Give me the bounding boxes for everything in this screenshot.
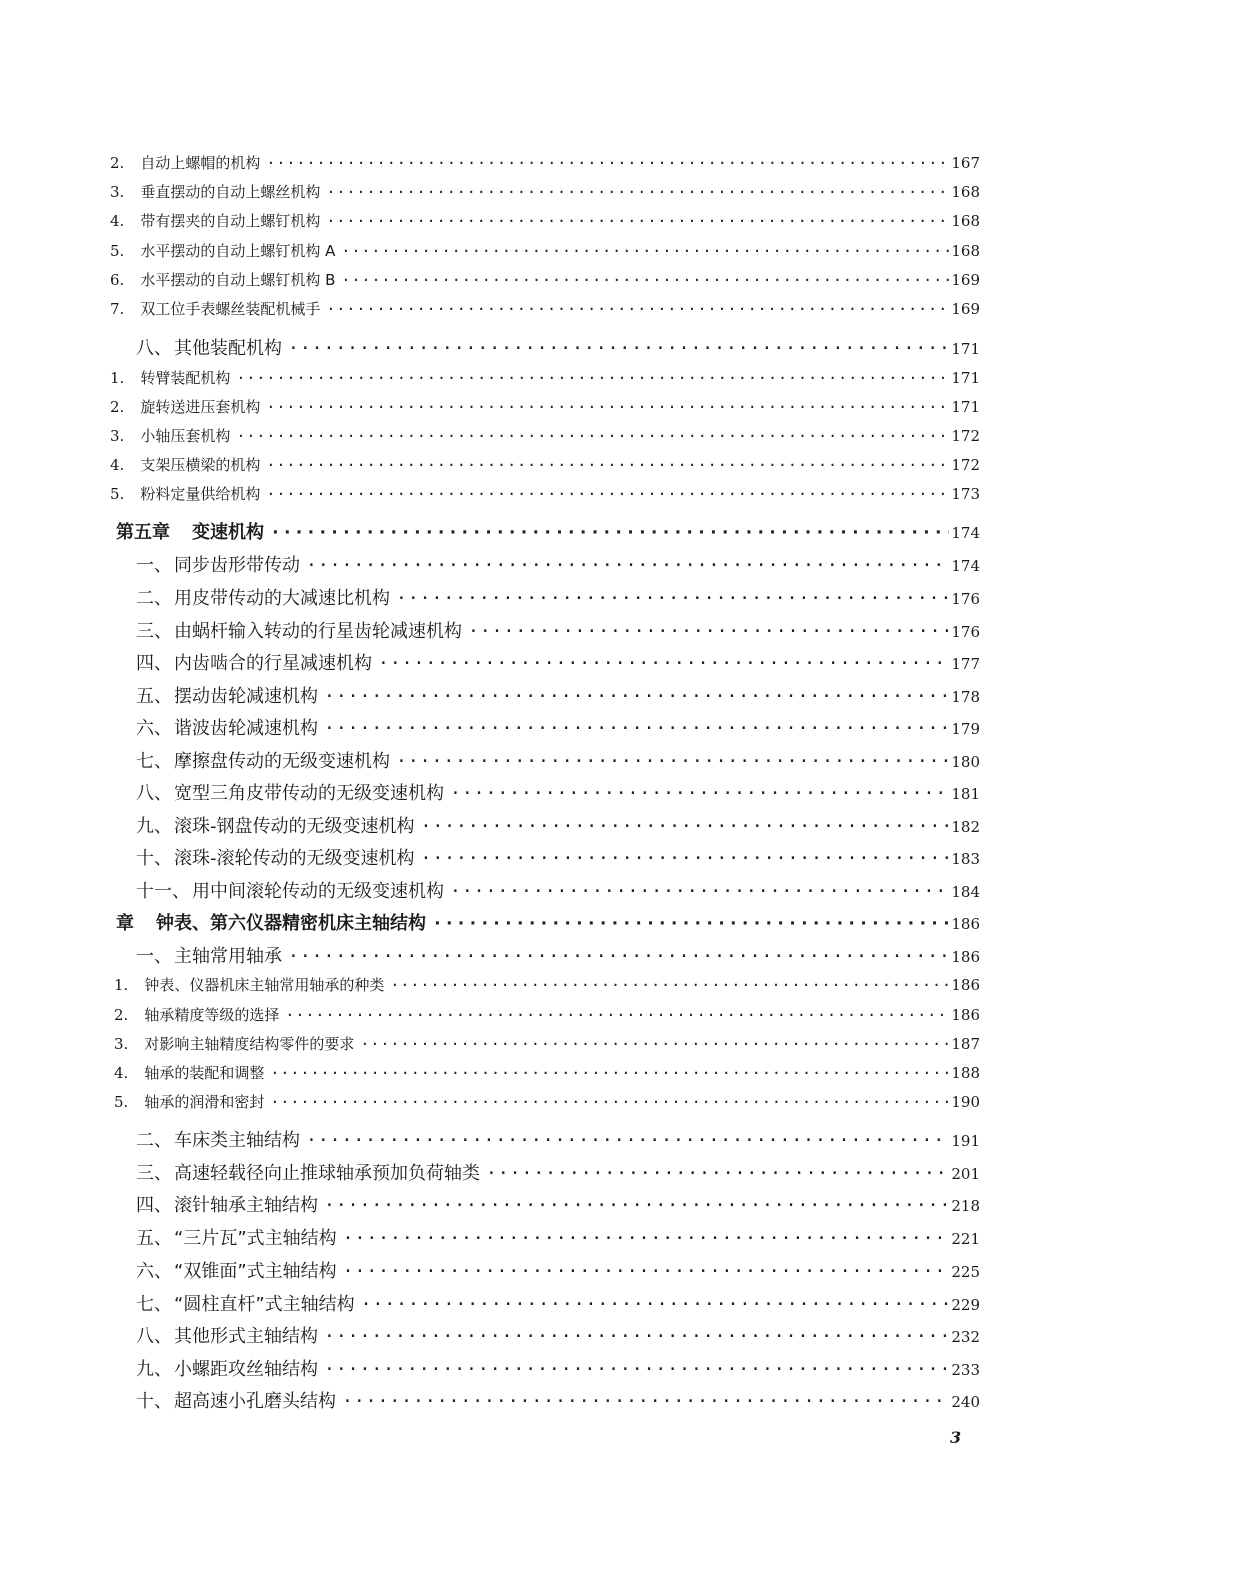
toc-section: [136, 779, 980, 805]
toc-section: [136, 584, 980, 610]
toc-entry-number: 5.: [110, 485, 125, 503]
toc-section: [136, 812, 980, 838]
toc-entry-page: 168: [951, 242, 980, 260]
toc-entry-title: “三片瓦”式主轴结构: [174, 1228, 337, 1249]
toc-entry-number: 七、: [136, 751, 172, 772]
dot-leader: [360, 1035, 949, 1053]
toc-section: [136, 714, 980, 740]
toc-section: [136, 617, 980, 643]
toc-entry-number: 八、: [136, 1326, 172, 1347]
toc-entry-title: 摆动齿轮减速机构: [174, 686, 318, 707]
toc-entry-page: 176: [951, 623, 980, 641]
toc-chapter-title: 钟表、第六仪器精密机床主轴结构: [156, 913, 426, 934]
toc-section: [136, 1257, 980, 1283]
toc-entry-number: 4.: [114, 1064, 129, 1082]
toc-entry-title: “双锥面”式主轴结构: [174, 1261, 337, 1282]
toc-entry-page: 181: [951, 785, 980, 803]
toc-entry: [110, 240, 980, 261]
toc-entry-number: 五、: [136, 1228, 172, 1249]
toc-entry-title: 摩擦盘传动的无级变速机构: [174, 751, 390, 772]
toc-entry-page: 177: [951, 655, 980, 673]
toc-entry-title: 水平摆动的自动上螺钉机构 A: [140, 242, 336, 260]
dot-leader: [266, 154, 949, 172]
toc-entry-title: 滚珠-滚轮传动的无级变速机构: [174, 848, 415, 869]
toc-entry-page: 187: [951, 1035, 980, 1053]
toc-chapter-number: 章: [116, 913, 134, 934]
toc-entry-number: 3.: [110, 183, 125, 201]
toc-entry-title: 粉料定量供给机构: [140, 485, 261, 503]
toc-section: [136, 1290, 980, 1316]
toc-entry-number: 2.: [110, 154, 125, 172]
toc-entry-number: 3.: [110, 427, 125, 445]
toc-chapter: [116, 518, 980, 544]
toc-entry-page: 218: [951, 1197, 980, 1215]
toc-entry: [114, 974, 980, 995]
toc-section: [136, 877, 980, 903]
toc-entry-title: 主轴常用轴承: [174, 946, 282, 967]
dot-leader: [390, 976, 949, 994]
dot-leader: [306, 1130, 949, 1151]
toc-entry-number: 一、: [136, 946, 172, 967]
dot-leader: [396, 588, 949, 609]
toc-entry-title: 由蜗杆输入转动的行星齿轮减速机构: [174, 621, 462, 642]
dot-leader: [468, 621, 949, 642]
toc-entry-number: 4.: [110, 212, 125, 230]
toc-entry-number: 3.: [114, 1035, 129, 1053]
toc-entry-number: 九、: [136, 1359, 172, 1380]
toc-entry-title: 钟表、仪器机床主轴常用轴承的种类: [144, 976, 385, 994]
dot-leader: [266, 456, 949, 474]
toc-entry-page: 173: [951, 485, 980, 503]
toc-entry-page: 221: [951, 1230, 980, 1248]
toc-entry-title: 旋转送进压套机构: [140, 398, 261, 416]
toc-entry-page: 182: [951, 818, 980, 836]
toc-entry: [114, 1004, 980, 1025]
dot-leader: [266, 398, 949, 416]
toc-entry-number: 四、: [136, 1195, 172, 1216]
toc-section: [136, 1191, 980, 1217]
toc-entry: [110, 152, 980, 173]
toc-entry: [110, 454, 980, 475]
toc-entry-title: 轴承的装配和调整: [144, 1064, 265, 1082]
toc-entry-title: 用皮带传动的大减速比机构: [174, 588, 390, 609]
toc-entry-number: 5.: [110, 242, 125, 260]
toc-entry-number: 八、: [136, 338, 172, 359]
dot-leader: [326, 183, 949, 201]
toc-entry-number: 2.: [110, 398, 125, 416]
toc-entry: [110, 483, 980, 504]
toc-section: [136, 334, 980, 360]
toc-entry-page: 232: [951, 1328, 980, 1346]
toc-entry-title: 转臂装配机构: [140, 369, 231, 387]
toc-entry: [110, 269, 980, 290]
toc-entry-page: 171: [951, 369, 980, 387]
toc-entry-page: 186: [951, 948, 980, 966]
toc-section: [136, 942, 980, 968]
toc-entry-page: 174: [951, 524, 980, 542]
toc-entry-title: 同步齿形带传动: [174, 555, 300, 576]
toc-entry-page: 233: [951, 1361, 980, 1379]
dot-leader: [306, 555, 949, 576]
toc-entry-page: 179: [951, 720, 980, 738]
toc-entry-title: 小轴压套机构: [140, 427, 231, 445]
toc-entry-title: 高速轻载径向止推球轴承预加负荷轴类: [174, 1163, 480, 1184]
toc-entry: [110, 298, 980, 319]
toc-entry: [110, 367, 980, 388]
toc-entry-page: 171: [951, 398, 980, 416]
dot-leader: [326, 300, 949, 318]
toc-entry-number: 十一、: [136, 881, 190, 902]
toc-entry-page: 169: [951, 271, 980, 289]
dot-leader: [266, 485, 949, 503]
toc-entry-page: 183: [951, 850, 980, 868]
toc-entry-title: 宽型三角皮带传动的无级变速机构: [174, 783, 444, 804]
toc-entry-title: 内齿啮合的行星减速机构: [174, 653, 372, 674]
dot-leader: [324, 686, 949, 707]
dot-leader: [326, 212, 949, 230]
toc-entry-number: 5.: [114, 1093, 129, 1111]
toc-entry-title: 支架压横梁的机构: [140, 456, 261, 474]
dot-leader: [285, 1006, 949, 1024]
toc-entry-title: 对影响主轴精度结构零件的要求: [144, 1035, 355, 1053]
toc-entry-number: 1.: [114, 976, 129, 994]
toc-entry-number: 一、: [136, 555, 172, 576]
dot-leader: [450, 881, 949, 902]
toc-entry-number: 五、: [136, 686, 172, 707]
toc-entry: [110, 396, 980, 417]
toc-entry-page: 174: [951, 557, 980, 575]
dot-leader: [343, 1228, 950, 1249]
toc-entry-number: 九、: [136, 816, 172, 837]
toc-entry-page: 186: [951, 915, 980, 933]
toc-entry-title: 谐波齿轮减速机构: [174, 718, 318, 739]
dot-leader: [486, 1163, 949, 1184]
dot-leader: [270, 1064, 949, 1082]
toc-entry-title: 轴承的润滑和密封: [144, 1093, 265, 1111]
toc-entry-title: 用中间滚轮传动的无级变速机构: [192, 881, 444, 902]
toc-entry-page: 201: [951, 1165, 980, 1183]
toc-entry-title: 其他装配机构: [174, 338, 282, 359]
toc-entry-page: 229: [951, 1296, 980, 1314]
toc-entry-number: 三、: [136, 1163, 172, 1184]
dot-leader: [432, 913, 949, 934]
dot-leader: [324, 1326, 949, 1347]
toc-section: [136, 747, 980, 773]
toc-entry-number: 八、: [136, 783, 172, 804]
toc-chapter-title: 变速机构: [192, 522, 264, 543]
toc-entry-title: 双工位手表螺丝装配机械手: [140, 300, 321, 318]
toc-entry-page: 176: [951, 590, 980, 608]
toc-entry-number: 1.: [110, 369, 125, 387]
toc-entry-number: 六、: [136, 1261, 172, 1282]
toc-entry-title: 其他形式主轴结构: [174, 1326, 318, 1347]
toc-entry-title: 滚珠-钢盘传动的无级变速机构: [174, 816, 415, 837]
dot-leader: [342, 1391, 949, 1412]
toc-entry-title: 带有摆夹的自动上螺钉机构: [140, 212, 321, 230]
toc-entry-page: 171: [951, 340, 980, 358]
dot-leader: [270, 522, 949, 543]
toc-section: [136, 1355, 980, 1381]
toc-entry-title: 水平摆动的自动上螺钉机构 B: [140, 271, 336, 289]
toc-section: [136, 1224, 980, 1250]
dot-leader: [324, 1359, 949, 1380]
toc-entry-number: 十、: [136, 1391, 172, 1412]
dot-leader: [270, 1093, 949, 1111]
toc-entry: [110, 425, 980, 446]
dot-leader: [288, 946, 949, 967]
toc-entry-title: 自动上螺帽的机构: [140, 154, 261, 172]
toc-entry-number: 十、: [136, 848, 172, 869]
dot-leader: [421, 816, 950, 837]
toc-entry-number: 二、: [136, 1130, 172, 1151]
toc-entry-title: 车床类主轴结构: [174, 1130, 300, 1151]
toc-entry-title: 垂直摆动的自动上螺丝机构: [140, 183, 321, 201]
dot-leader: [396, 751, 949, 772]
toc-chapter-number: 第五章: [116, 522, 170, 543]
dot-leader: [288, 338, 949, 359]
dot-leader: [324, 718, 949, 739]
toc-section: [136, 1159, 980, 1185]
dot-leader: [236, 427, 949, 445]
toc-entry-page: 191: [951, 1132, 980, 1150]
toc-section: [136, 1387, 980, 1413]
toc-entry-page: 186: [951, 1006, 980, 1024]
toc-section: [136, 649, 980, 675]
toc-entry-number: 二、: [136, 588, 172, 609]
toc-section: [136, 844, 980, 870]
toc-entry-page: 240: [951, 1393, 980, 1411]
toc-section: [136, 682, 980, 708]
toc-entry-page: 172: [951, 456, 980, 474]
toc-entry-title: “圆柱直杆”式主轴结构: [174, 1294, 355, 1315]
toc-section: [136, 1126, 980, 1152]
page-number: 3: [950, 1428, 962, 1447]
toc-entry: [114, 1091, 980, 1112]
toc-entry-page: 225: [951, 1263, 980, 1281]
toc-entry-page: 168: [951, 212, 980, 230]
toc-entry-number: 三、: [136, 621, 172, 642]
toc-entry-page: 184: [951, 883, 980, 901]
dot-leader: [450, 783, 949, 804]
toc-entry-title: 滚针轴承主轴结构: [174, 1195, 318, 1216]
toc-entry-page: 186: [951, 976, 980, 994]
toc-entry-page: 178: [951, 688, 980, 706]
toc-chapter: [116, 909, 980, 935]
toc-entry-title: 小螺距攻丝轴结构: [174, 1359, 318, 1380]
dot-leader: [324, 1195, 949, 1216]
toc-entry-page: 172: [951, 427, 980, 445]
toc-entry-title: 超高速小孔磨头结构: [174, 1391, 336, 1412]
toc-entry-number: 7.: [110, 300, 125, 318]
toc-entry: [114, 1062, 980, 1083]
toc-entry-page: 190: [951, 1093, 980, 1111]
dot-leader: [236, 369, 949, 387]
toc-entry-page: 168: [951, 183, 980, 201]
toc-entry-number: 2.: [114, 1006, 129, 1024]
dot-leader: [378, 653, 949, 674]
toc-section: [136, 1322, 980, 1348]
toc-entry-number: 四、: [136, 653, 172, 674]
toc-entry-page: 167: [951, 154, 980, 172]
toc-entry: [114, 1033, 980, 1054]
toc-entry-page: 188: [951, 1064, 980, 1082]
dot-leader: [421, 848, 950, 869]
toc-entry-number: 4.: [110, 456, 125, 474]
toc-entry: [110, 210, 980, 231]
dot-leader: [341, 242, 949, 260]
dot-leader: [361, 1294, 950, 1315]
toc-entry-page: 169: [951, 300, 980, 318]
toc-entry-page: 180: [951, 753, 980, 771]
dot-leader: [341, 271, 949, 289]
toc-entry-number: 6.: [110, 271, 125, 289]
toc-entry-number: 七、: [136, 1294, 172, 1315]
toc-entry-title: 轴承精度等级的选择: [144, 1006, 280, 1024]
dot-leader: [343, 1261, 950, 1282]
toc-entry: [110, 181, 980, 202]
toc-section: [136, 551, 980, 577]
toc-entry-number: 六、: [136, 718, 172, 739]
